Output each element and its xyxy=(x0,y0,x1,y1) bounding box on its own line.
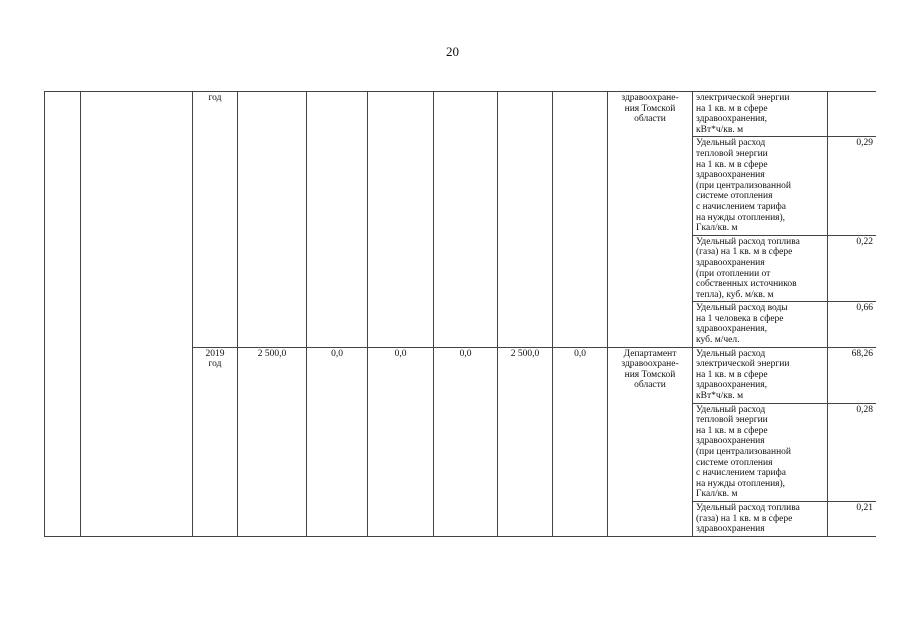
executor-cell xyxy=(608,92,693,348)
indicator-line: здравоохранения, xyxy=(696,114,767,125)
indicator-line: здравоохранения xyxy=(696,524,765,535)
indicator-line: на нужды отопления), xyxy=(696,212,786,223)
amount-cell: 0,0 xyxy=(307,347,368,536)
indicator-line: Гкал/кв. м xyxy=(696,489,738,500)
indicator-line: (газа) на 1 кв. м в сфере xyxy=(696,247,793,258)
indicator-line: здравоохранения, xyxy=(696,324,767,335)
executor-line: здравоохране- xyxy=(621,93,679,103)
indicator-line: здравоохранения xyxy=(696,257,765,268)
indicator-line: тепловой энергии xyxy=(696,415,768,426)
executor-line: области xyxy=(634,380,666,391)
indicator-line: с начислением тарифа xyxy=(696,468,787,479)
amount-cell xyxy=(238,92,307,348)
amount-cell xyxy=(553,92,608,348)
indicator-value-cell: 0,29 xyxy=(828,137,877,235)
amount-cell: 2 500,0 xyxy=(238,347,307,536)
indicator-line: Удельный расход топлива xyxy=(696,502,800,513)
indicator-value-cell: 68,26 xyxy=(828,347,877,403)
period-line: 2019 xyxy=(205,348,225,359)
indicator-value-cell: 0,22 xyxy=(828,235,877,302)
indicator-line: здравоохранения, xyxy=(696,380,767,391)
indicator-line: (газа) на 1 кв. м в сфере xyxy=(696,513,793,524)
period-line: год xyxy=(208,93,222,103)
page-number: 20 xyxy=(446,44,459,59)
indicator-name-cell xyxy=(693,501,828,536)
indicator-line: Удельный расход xyxy=(696,404,766,415)
indicator-line: электрической энергии xyxy=(696,93,790,103)
indicator-name-cell xyxy=(693,347,828,403)
indicator-line: кВт*ч/кв. м xyxy=(696,124,744,135)
indicator-line: Гкал/кв. м xyxy=(696,223,738,234)
event-name-cell xyxy=(81,92,193,537)
amount-cell: 0,0 xyxy=(368,347,434,536)
executor-line: здравоохране- xyxy=(621,359,679,370)
indicator-value-cell: 0,66 xyxy=(828,302,877,347)
executor-line: области xyxy=(634,114,666,125)
indicator-line: на 1 кв. м в сфере xyxy=(696,103,768,114)
indicator-line: здравоохранения xyxy=(696,436,765,447)
indicator-line: Удельный расход топлива xyxy=(696,236,800,247)
indicator-value-cell xyxy=(828,92,877,137)
document-table-container xyxy=(44,91,876,591)
amount-cell: 2 500,0 xyxy=(498,347,553,536)
indicator-line: тепловой энергии xyxy=(696,148,768,159)
indicator-line: на нужды отопления), xyxy=(696,478,786,489)
indicator-line: (при централизованной xyxy=(696,180,792,191)
indicator-value-cell: 0,21 xyxy=(828,501,877,536)
executor-line: Департамент xyxy=(623,348,677,359)
indicator-value-cell: 0,28 xyxy=(828,403,877,501)
indicator-line: электрической энергии xyxy=(696,359,790,370)
amount-cell: 0,0 xyxy=(434,347,498,536)
period-cell xyxy=(193,347,238,536)
indicator-line: кВт*ч/кв. м xyxy=(696,391,744,402)
number-cell xyxy=(45,92,81,537)
indicator-line: на 1 кв. м в сфере xyxy=(696,369,768,380)
indicator-line: Удельный расход воды xyxy=(696,303,788,314)
indicator-line: куб. м/чел. xyxy=(696,335,740,346)
indicator-name-cell xyxy=(693,302,828,347)
indicator-line: на 1 человека в сфере xyxy=(696,313,784,324)
indicator-name-cell xyxy=(693,92,828,137)
indicator-name-cell xyxy=(693,235,828,302)
amount-cell: 0,0 xyxy=(553,347,608,536)
indicator-line: системе отопления xyxy=(696,457,773,468)
indicator-line: собственных источников xyxy=(696,279,797,290)
indicator-line: системе отопления xyxy=(696,191,773,202)
indicator-line: Удельный расход xyxy=(696,138,766,149)
amount-cell xyxy=(307,92,368,348)
indicator-line: с начислением тарифа xyxy=(696,201,787,212)
amount-cell xyxy=(498,92,553,348)
indicator-name-cell xyxy=(693,403,828,501)
table-row xyxy=(45,92,877,137)
indicator-line: тепла), куб. м/кв. м xyxy=(696,289,774,300)
indicator-line: (при отоплении от xyxy=(696,268,771,279)
indicator-line: (при централизованной xyxy=(696,447,792,457)
indicator-line: Удельный расход xyxy=(696,348,766,359)
indicator-line: на 1 кв. м в сфере xyxy=(696,159,768,170)
period-cell xyxy=(193,92,238,348)
indicator-name-cell xyxy=(693,137,828,235)
indicator-line: на 1 кв. м в сфере xyxy=(696,425,768,436)
period-line: год xyxy=(208,359,222,370)
indicator-line: здравоохранения xyxy=(696,170,765,181)
executor-cell xyxy=(608,347,693,536)
program-table xyxy=(44,91,876,537)
amount-cell xyxy=(434,92,498,348)
executor-line: ния Томской xyxy=(624,369,676,380)
executor-line: ния Томской xyxy=(624,103,676,114)
amount-cell xyxy=(368,92,434,348)
